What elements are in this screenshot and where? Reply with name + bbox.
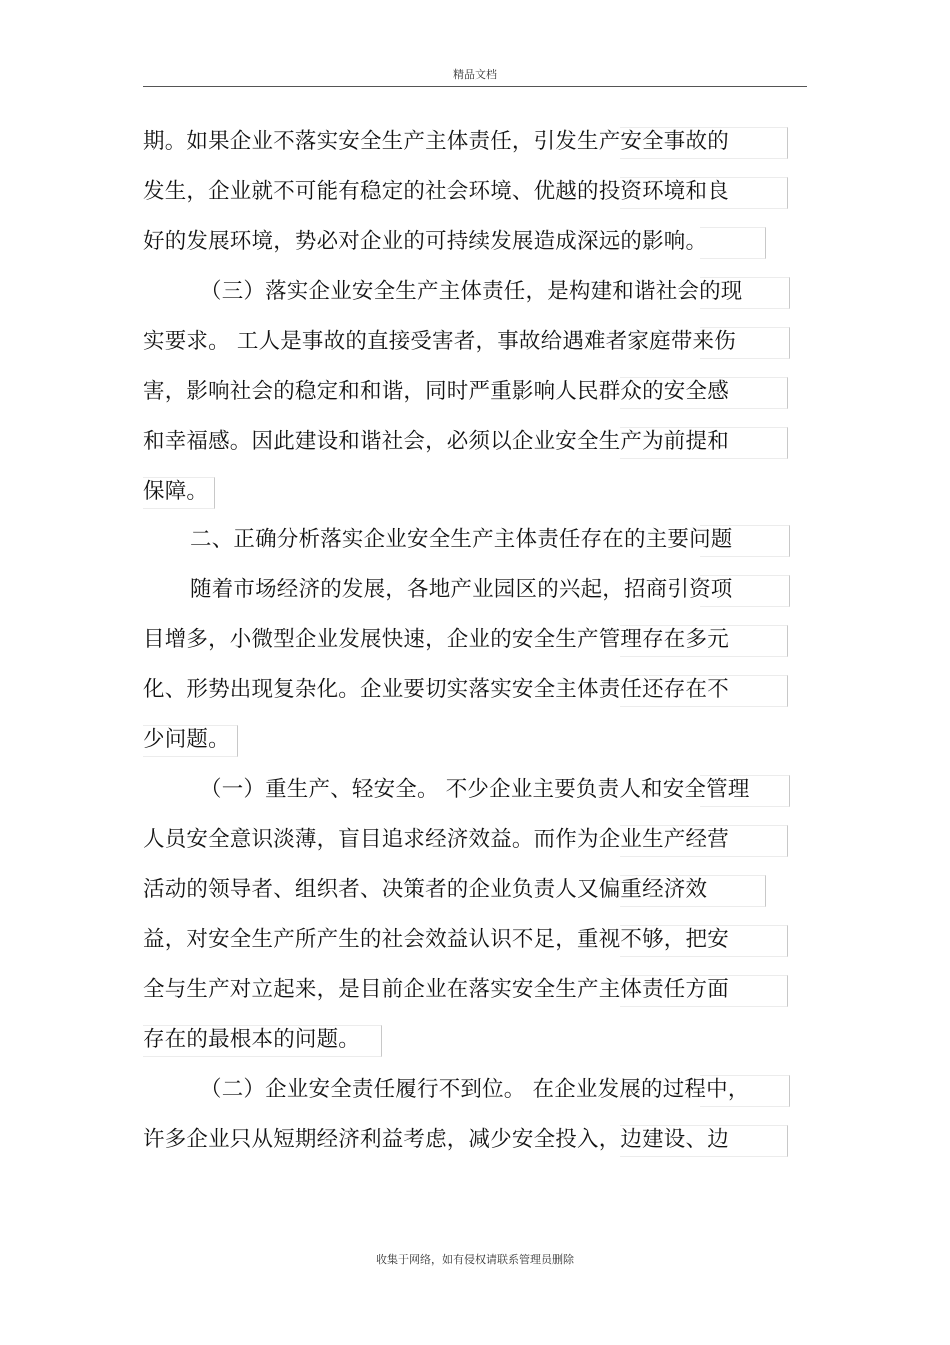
text-line: 发生，企业就不可能有稳定的社会环境、优越的投资环境和良 <box>143 179 729 204</box>
text-line: 和幸福感。因此建设和谐社会，必须以企业安全生产为前提和 <box>143 429 729 454</box>
page-footer: 收集于网络，如有侵权请联系管理员删除 <box>376 1253 574 1266</box>
header-rule <box>143 86 807 87</box>
text-line: 益，对安全生产所产生的社会效益认识不足，重视不够，把安 <box>143 927 729 952</box>
text-line: 活动的领导者、组织者、决策者的企业负责人又偏重经济效 <box>143 877 708 902</box>
text-line: 好的发展环境，势必对企业的可持续发展造成深远的影响。 <box>143 229 708 254</box>
text-line: 人员安全意识淡薄，盲目追求经济效益。而作为企业生产经营 <box>143 827 729 852</box>
text-line: 随着市场经济的发展，各地产业园区的兴起，招商引资项 <box>190 577 733 602</box>
text-line: 化、形势出现复杂化。企业要切实落实安全主体责任还存在不 <box>143 677 729 702</box>
text-line: （一）重生产、轻安全。 不少企业主要负责人和安全管理 <box>200 777 750 802</box>
text-line: 全与生产对立起来，是目前企业在落实安全生产主体责任方面 <box>143 977 729 1002</box>
text-line: （二）企业安全责任履行不到位。 在企业发展的过程中， <box>200 1077 750 1102</box>
text-line: 存在的最根本的问题。 <box>143 1027 361 1052</box>
text-line: 目增多，小微型企业发展快速，企业的安全生产管理存在多元 <box>143 627 729 652</box>
text-line: （三）落实企业安全生产主体责任，是构建和谐社会的现 <box>200 279 743 304</box>
text-line: 少问题。 <box>143 727 230 752</box>
text-line: 害，影响社会的稳定和和谐，同时严重影响人民群众的安全感 <box>143 379 729 404</box>
text-line: 二、正确分析落实企业安全生产主体责任存在的主要问题 <box>190 527 733 552</box>
text-line: 期。如果企业不落实安全生产主体责任，引发生产安全事故的 <box>143 129 729 154</box>
text-line: 许多企业只从短期经济利益考虑，减少安全投入，边建设、边 <box>143 1127 729 1152</box>
text-line: 实要求。 工人是事故的直接受害者，事故给遇难者家庭带来伤 <box>143 329 736 354</box>
line-box <box>700 227 766 259</box>
text-line: 保障。 <box>143 479 209 504</box>
page-header: 精品文档 <box>453 68 497 81</box>
